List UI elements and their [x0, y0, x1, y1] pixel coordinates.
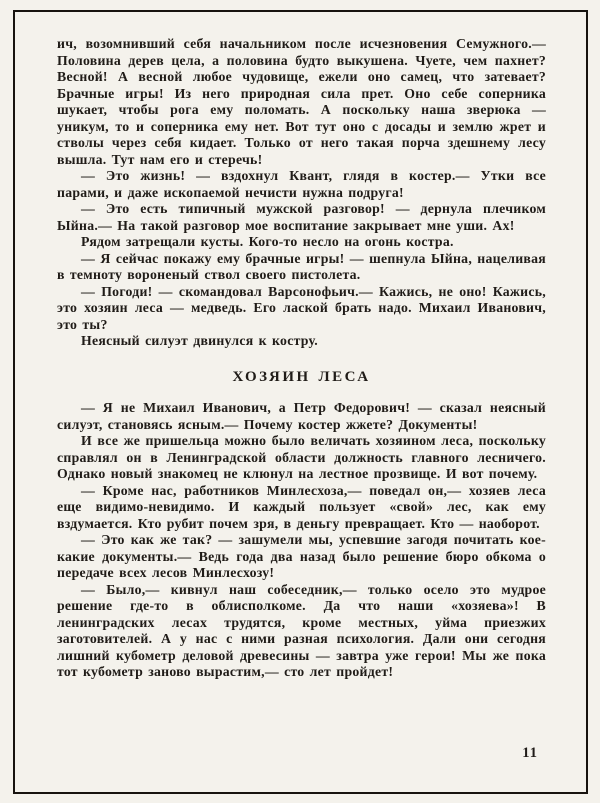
paragraph: — Я сейчас покажу ему брачные игры! — шепнула Ыйна, нацеливая в темноту вороненый ствол своего пистолета. — [57, 250, 546, 282]
paragraph: — Это есть типичный мужской разговор! — дернула плечиком Ыйна.— На такой разговор мое воспитание закрывает мне уши. Ах! — [57, 201, 546, 233]
paragraph: ич, возомнивший себя начальником после исчезновения Семужного.— Половина дерев цела, а половина будто выкушена. Чуете, чем пахнет? Весной! А весной любое чудовище, ежели оно самец, что затевает? Брачные игры! Из него природная сила прет. Оно себе соперника шукает, чтобы рога ему поломать. А поскольку наша зверюка — уникум, то и соперника ему нет. Вот тут оно с досады и землю жрет и стволы через себя кидает. Только от него такая порча здешнему лесу вышла. Тут нам его и стеречь! — [57, 36, 546, 167]
text-column — [57, 36, 546, 792]
paragraph: — Это как же так? — зашумели мы, успевшие загодя почитать кое-какие документы.— Ведь года два назад было решение бюро обкома о передаче всех лесов Минлесхозу! — [57, 532, 546, 580]
paragraph: И все же пришельца можно было величать хозяином леса, поскольку справлял он в Ленинградской области должность главного лесничего. Однако новый знакомец не клюнул на лестное прозвище. И вот почему. — [57, 433, 546, 481]
chapter-heading: ХОЗЯИН ЛЕСА — [232, 368, 371, 385]
paragraph: Рядом затрещали кусты. Кого-то несло на огонь костра. — [81, 234, 454, 249]
paragraph: — Я не Михаил Иванович, а Петр Федорович! — сказал неясный силуэт, становясь ясным.— Почему костер жжете? Документы! — [57, 400, 546, 432]
page-border-frame — [13, 10, 588, 794]
page-number: 11 — [522, 745, 538, 761]
paragraph: — Погоди! — скомандовал Варсонофьич.— Кажись, не оно! Кажись, это хозяин леса — медведь. Его лаской брать надо. Михаил Иванович, это ты? — [57, 283, 546, 332]
paragraph: — Кроме нас, работников Минлесхоза,— поведал он,— хозяев леса еще видимо-невидимо. И каждый пользует «свой» лес, как ему вздумается. Кто рубит почем зря, в деньгу превращает. Кто — наоборот. — [57, 482, 546, 531]
paragraph: — Это жизнь! — вздохнул Квант, глядя в костер.— Утки все парами, и даже ископаемой нечисти нужна подруга! — [57, 168, 546, 200]
paragraph: — Было,— кивнул наш собеседник,— только осело это мудрое решение где-то в облисполкоме. Да что наши «хозяева»! В ленинградских лесах трудятся, кроме местных, уйма приезжих заготовителей. А у нас с ними разная психология. Дали они сегодня лишний кубометр деловой древесины — завтра уже герои! Мы же пока тот кубометр заново вырастим,— сто лет пройдет! — [57, 581, 546, 679]
paragraph: Неясный силуэт двинулся к костру. — [81, 333, 318, 348]
